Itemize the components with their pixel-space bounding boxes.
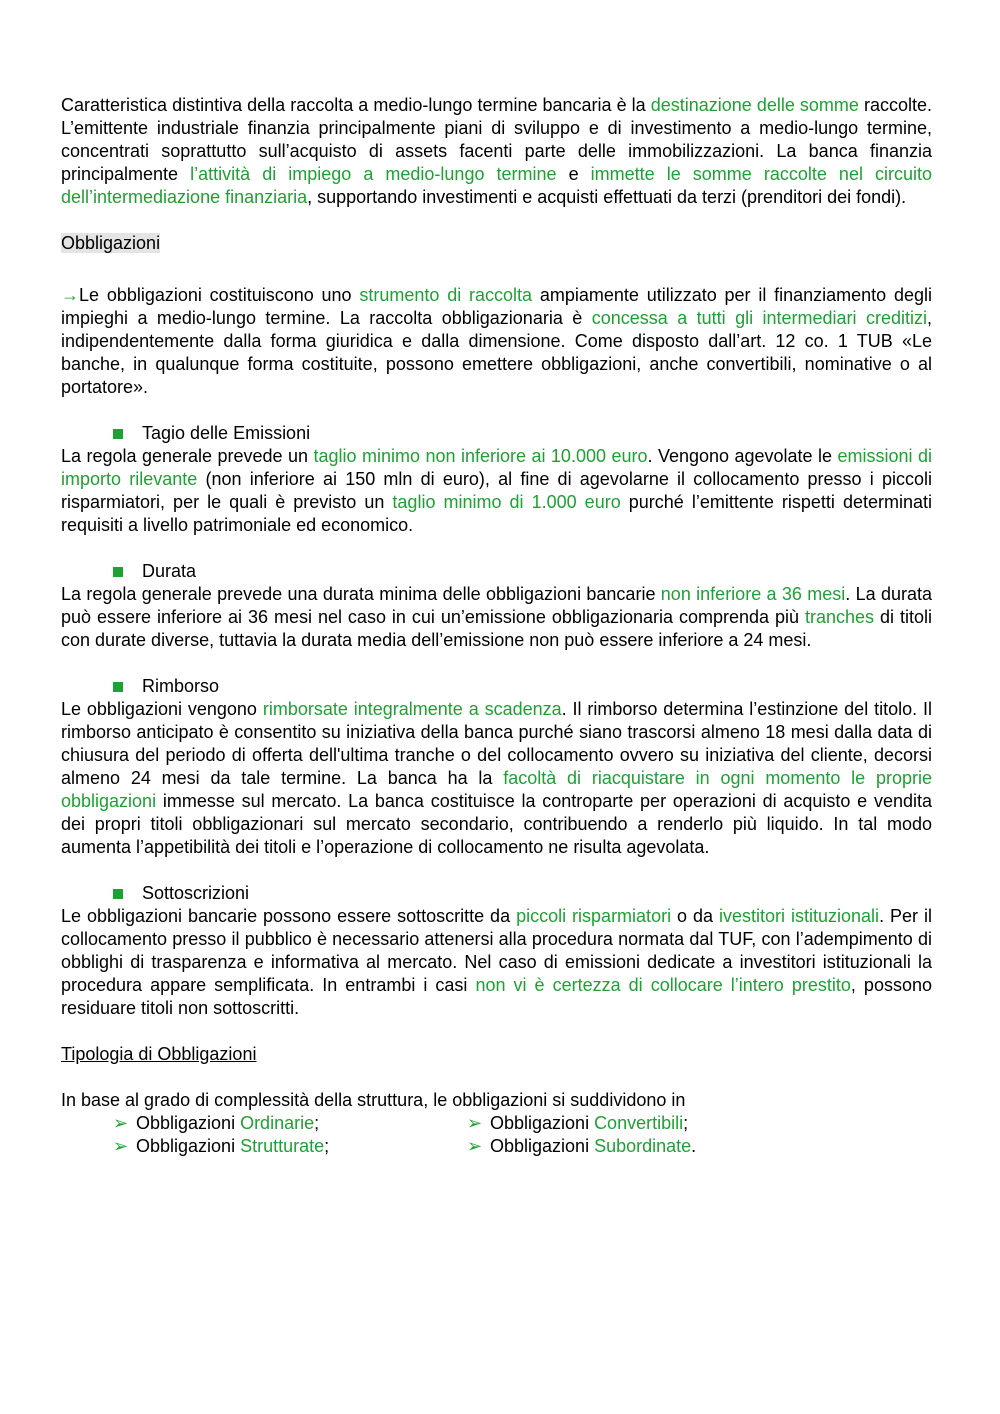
arrow-bullet-icon: ➢ <box>467 1136 483 1156</box>
list-item-ordinarie: ➢ Obbligazioni Ordinarie; <box>113 1113 320 1133</box>
list-item-strutturate: ➢ Obbligazioni Strutturate; <box>113 1136 330 1156</box>
text-run: di titoli con durate diverse, tuttavia la durata media dell’emissione non può essere inferiore a 24 mesi. <box>61 607 932 650</box>
intro-paragraph <box>61 94 932 209</box>
section-paragraph-taglio <box>61 445 932 537</box>
text-run: . La durata può essere inferiore ai 36 mesi nel caso in cui un’emissione obbligazionaria comprenda più <box>61 584 933 627</box>
section-heading-sottoscrizioni: Sottoscrizioni <box>61 882 932 905</box>
text-run: Le obbligazioni costituiscono uno <box>79 285 360 305</box>
highlighted-text: taglio minimo non inferiore ai 10.000 euro <box>313 446 648 466</box>
highlighted-text: emissioni di importo rilevante <box>61 446 932 489</box>
text-run: , possono residuare titoli non sottoscritti. <box>61 975 932 1018</box>
text-run: La regola generale prevede una durata minima delle obbligazioni bancarie <box>61 584 661 604</box>
tipologia-intro: In base al grado di complessità della struttura, le obbligazioni si suddividono in <box>61 1090 686 1110</box>
highlighted-text: non vi è certezza di collocare l’intero prestito <box>475 975 851 995</box>
text-run: , supportando investimenti e acquisti effettuati da terzi (prenditori dei fondi). <box>307 187 907 207</box>
section-paragraph-rimborso <box>61 698 932 859</box>
obbligazioni-heading: Obbligazioni <box>61 233 161 253</box>
text-run: e <box>556 164 591 184</box>
section-heading-durata: Durata <box>61 560 932 583</box>
obbligazioni-intro-paragraph <box>61 284 932 399</box>
text-run: purché l’emittente rispetti determinati requisiti a livello patrimoniale ed economico. <box>61 492 933 535</box>
text-run: Le obbligazioni vengono <box>61 699 263 719</box>
arrow-bullet-icon: ➢ <box>113 1113 129 1133</box>
text-run: . Vengono agevolate le <box>647 446 838 466</box>
text-run: o da <box>671 906 720 926</box>
highlighted-text: rimborsate integralmente a scadenza <box>262 699 562 719</box>
document-page <box>61 94 932 1158</box>
section-paragraph-sottoscrizioni <box>61 905 932 1020</box>
text-run: , indipendentemente dalla forma giuridica e dalla dimensione. Come disposto dall’art. 12 co. 1 TUB «Le banche, in qualunque forma costituite, possono emettere obbligazioni, anche convertibili, nominative o al portatore». <box>61 308 933 397</box>
text-run: . Il rimborso determina l’estinzione del titolo. Il rimborso anticipato è consentito su iniziativa della banca purché siano trascorsi almeno 18 mesi dalla data di chiusura del periodo di offerta dell'ultima tranche o del collocamento ovvero su iniziativa del cliente, decorsi almeno 24 mesi da tale termine. La banca ha la <box>61 699 932 788</box>
square-bullet-icon <box>113 429 123 439</box>
text-run: La regola generale prevede un <box>61 446 314 466</box>
list-item-subordinate: ➢ Obbligazioni Subordinate. <box>467 1136 697 1156</box>
square-bullet-icon <box>113 889 123 899</box>
text-run: immesse sul mercato. La banca costituisce la controparte per operazioni di acquisto e vendita dei propri titoli obbligazionari sul mercato secondario, contribuendo a renderlo più liquido. In tal modo aumenta l’appetibilità dei titoli e l’operazione di collocamento ne risulta agevolata. <box>61 791 932 857</box>
highlighted-text: strumento di raccolta <box>359 285 533 305</box>
highlighted-text: → <box>61 285 79 305</box>
section-heading-taglio: Tagio delle Emissioni <box>61 422 932 445</box>
section-heading-rimborso: Rimborso <box>61 675 932 698</box>
text-run: raccolte. L’emittente industriale finanzia principalmente piani di sviluppo e di investimento a medio-lungo termine, concentrati soprattutto sull’acquisto di assets facenti parte delle immobilizzazioni. La banca finanzia principalmente <box>61 95 932 184</box>
tipologia-heading: Tipologia di Obbligazioni <box>61 1044 257 1064</box>
highlighted-text: concessa a tutti gli intermediari creditizi <box>591 308 927 328</box>
arrow-bullet-icon: ➢ <box>113 1136 129 1156</box>
text-run: (non inferiore ai 150 mln di euro), al fine di agevolarne il collocamento presso i piccoli risparmiatori, per le quali è previsto un <box>61 469 933 512</box>
highlighted-text: immette le somme raccolte nel circuito dell’intermediazione finanziaria <box>61 164 933 207</box>
square-bullet-icon <box>113 682 123 692</box>
highlighted-text: piccoli risparmiatori <box>516 906 672 926</box>
highlighted-text: destinazione delle somme <box>650 95 859 115</box>
text-run: . Per il collocamento presso il pubblico è necessario attenersi alla procedura normata dal TUF, con l’adempimento di obblighi di trasparenza e informativa al mercato. Nel caso di emissioni dedicate a investitori istituzionali la procedura appare semplificata. In entrambi i casi <box>61 906 933 995</box>
highlighted-text: facoltà di riacquistare in ogni momento le proprie obbligazioni <box>61 768 932 811</box>
square-bullet-icon <box>113 567 123 577</box>
text-run: ampiamente utilizzato per il finanziamento degli impieghi a medio-lungo termine. La raccolta obbligazionaria è <box>61 285 933 328</box>
highlighted-text: non inferiore a 36 mesi <box>660 584 846 604</box>
highlighted-text: tranches <box>804 607 875 627</box>
highlighted-text: taglio minimo di 1.000 euro <box>392 492 621 512</box>
arrow-bullet-icon: ➢ <box>467 1113 483 1133</box>
section-paragraph-durata <box>61 583 932 652</box>
text-run: Le obbligazioni bancarie possono essere sottoscritte da <box>61 906 517 926</box>
highlighted-text: l’attività di impiego a medio-lungo termine <box>190 164 557 184</box>
highlighted-text: ivestitori istituzionali <box>719 906 880 926</box>
text-run: Caratteristica distintiva della raccolta a medio-lungo termine bancaria è la <box>61 95 651 115</box>
list-item-convertibili: ➢ Obbligazioni Convertibili; <box>467 1113 689 1133</box>
tipologia-list <box>61 1112 932 1158</box>
